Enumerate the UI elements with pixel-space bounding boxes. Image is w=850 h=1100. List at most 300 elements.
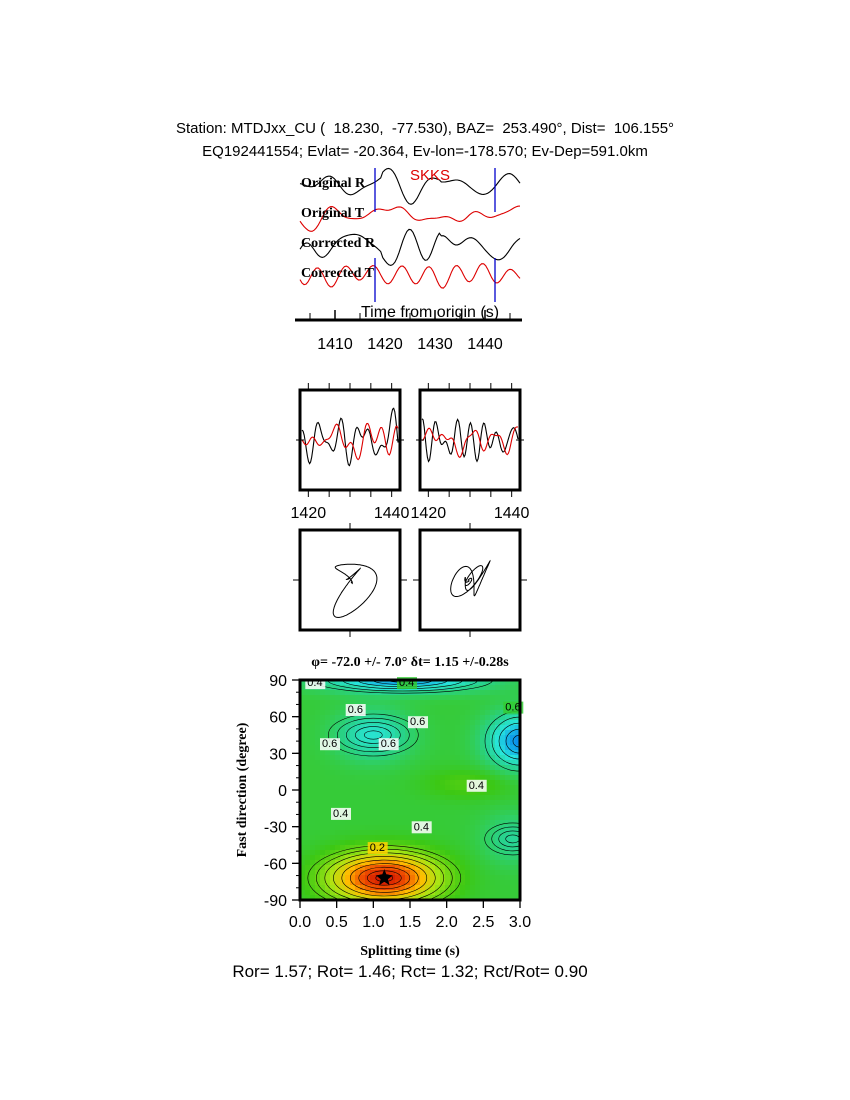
heatmap-cell	[460, 750, 465, 755]
heatmap-cell	[445, 870, 450, 875]
heatmap-cell	[405, 820, 410, 825]
heatmap-cell	[315, 865, 320, 870]
heatmap-cell	[425, 735, 430, 740]
heatmap-cell	[385, 695, 390, 700]
heatmap-cell	[350, 840, 355, 845]
heatmap-cell	[480, 890, 485, 895]
heatmap-cell	[420, 695, 425, 700]
heatmap-cell	[500, 835, 505, 840]
heatmap-cell	[410, 700, 415, 705]
heatmap-cell	[305, 695, 310, 700]
heatmap-cell	[365, 760, 370, 765]
heatmap-cell	[325, 705, 330, 710]
heatmap-cell	[380, 890, 385, 895]
heatmap-cell	[320, 880, 325, 885]
waveform-tick-label: 1420	[410, 505, 447, 522]
heatmap-cell	[495, 810, 500, 815]
heatmap-cell	[335, 765, 340, 770]
heatmap-cell	[335, 875, 340, 880]
heatmap-cell	[425, 880, 430, 885]
heatmap-cell	[335, 690, 340, 695]
heatmap-cell	[330, 865, 335, 870]
heatmap-cell	[325, 840, 330, 845]
heatmap-cell	[410, 745, 415, 750]
heatmap-cell	[475, 700, 480, 705]
heatmap-cell	[395, 695, 400, 700]
heatmap-cell	[490, 725, 495, 730]
heatmap-cell	[380, 795, 385, 800]
heatmap-cell	[385, 795, 390, 800]
heatmap-cell	[495, 705, 500, 710]
heatmap-cell	[355, 795, 360, 800]
heatmap-cell	[325, 810, 330, 815]
heatmap-cell	[460, 795, 465, 800]
heatmap-x-tick-label: 1.5	[398, 914, 422, 931]
heatmap-cell	[420, 840, 425, 845]
heatmap-cell	[305, 805, 310, 810]
heatmap-cell	[435, 730, 440, 735]
heatmap-cell	[345, 840, 350, 845]
heatmap-cell	[470, 730, 475, 735]
heatmap-cell	[450, 780, 455, 785]
heatmap-cell	[390, 700, 395, 705]
heatmap-cell	[405, 750, 410, 755]
heatmap-cell	[480, 825, 485, 830]
heatmap-cell	[420, 800, 425, 805]
heatmap-cell	[375, 855, 380, 860]
heatmap-cell	[410, 850, 415, 855]
heatmap-cell	[330, 715, 335, 720]
heatmap-cell	[340, 825, 345, 830]
heatmap-cell	[460, 850, 465, 855]
heatmap-cell	[470, 700, 475, 705]
heatmap-cell	[355, 760, 360, 765]
heatmap-cell	[430, 765, 435, 770]
heatmap-cell	[510, 775, 515, 780]
heatmap-cell	[490, 810, 495, 815]
heatmap-cell	[485, 870, 490, 875]
heatmap-cell	[435, 810, 440, 815]
heatmap-cell	[395, 770, 400, 775]
heatmap-cell	[390, 890, 395, 895]
heatmap-cell	[465, 715, 470, 720]
heatmap-cell	[360, 765, 365, 770]
heatmap-cell	[380, 835, 385, 840]
heatmap-cell	[320, 705, 325, 710]
heatmap-cell	[325, 770, 330, 775]
heatmap-cell	[465, 690, 470, 695]
heatmap-cell	[355, 780, 360, 785]
heatmap-cell	[480, 815, 485, 820]
heatmap-cell	[325, 800, 330, 805]
heatmap-cell	[360, 805, 365, 810]
heatmap-cell	[375, 860, 380, 865]
heatmap-cell	[465, 875, 470, 880]
heatmap-cell	[495, 875, 500, 880]
heatmap-cell	[405, 780, 410, 785]
heatmap-cell	[495, 710, 500, 715]
heatmap-cell	[495, 870, 500, 875]
heatmap-cell	[310, 705, 315, 710]
heatmap-cell	[390, 695, 395, 700]
heatmap-cell	[315, 725, 320, 730]
heatmap-cell	[315, 885, 320, 890]
heatmap-y-axis-label: Fast direction (degree)	[235, 722, 250, 858]
heatmap-cell	[360, 815, 365, 820]
heatmap-cell	[475, 825, 480, 830]
heatmap-cell	[330, 690, 335, 695]
heatmap-cell	[320, 805, 325, 810]
heatmap-cell	[345, 695, 350, 700]
heatmap-cell	[425, 840, 430, 845]
heatmap-cell	[435, 720, 440, 725]
heatmap-cell	[485, 760, 490, 765]
heatmap-cell	[440, 835, 445, 840]
heatmap-cell	[385, 790, 390, 795]
heatmap-cell	[370, 795, 375, 800]
heatmap-cell	[435, 830, 440, 835]
heatmap-cell	[395, 710, 400, 715]
heatmap-cell	[505, 790, 510, 795]
particle-motion-path	[451, 561, 490, 597]
heatmap-cell	[440, 750, 445, 755]
heatmap-cell	[500, 885, 505, 890]
heatmap-cell	[480, 885, 485, 890]
heatmap-y-tick-label: 0	[278, 783, 287, 800]
heatmap-cell	[490, 770, 495, 775]
heatmap-cell	[455, 875, 460, 880]
heatmap-cell	[470, 695, 475, 700]
heatmap-cell	[505, 855, 510, 860]
heatmap-cell	[335, 790, 340, 795]
heatmap-cell	[410, 875, 415, 880]
heatmap-cell	[505, 690, 510, 695]
heatmap-cell	[505, 880, 510, 885]
heatmap-cell	[475, 740, 480, 745]
contour-label: 0.2	[369, 842, 385, 855]
heatmap-cell	[355, 755, 360, 760]
heatmap-cell	[480, 805, 485, 810]
heatmap-cell	[370, 705, 375, 710]
heatmap-cell	[495, 790, 500, 795]
heatmap-cell	[420, 785, 425, 790]
heatmap-cell	[335, 820, 340, 825]
heatmap-cell	[305, 750, 310, 755]
heatmap-cell	[500, 810, 505, 815]
heatmap-cell	[395, 780, 400, 785]
heatmap-cell	[460, 780, 465, 785]
heatmap-cell	[420, 700, 425, 705]
heatmap-cell	[315, 765, 320, 770]
transverse-window-trace	[302, 424, 398, 460]
heatmap-cell	[395, 830, 400, 835]
heatmap-cell	[390, 685, 395, 690]
heatmap-cell	[435, 710, 440, 715]
heatmap-cell	[450, 840, 455, 845]
heatmap-cell	[325, 710, 330, 715]
heatmap-cell	[365, 700, 370, 705]
heatmap-y-tick-label: -90	[263, 893, 287, 910]
heatmap-cell	[485, 735, 490, 740]
heatmap-cell	[310, 775, 315, 780]
heatmap-cell	[405, 800, 410, 805]
heatmap-cell	[435, 790, 440, 795]
heatmap-cell	[405, 700, 410, 705]
heatmap-cell	[500, 685, 505, 690]
heatmap-cell	[305, 765, 310, 770]
heatmap-cell	[305, 690, 310, 695]
heatmap-cell	[350, 765, 355, 770]
heatmap-cell	[435, 705, 440, 710]
heatmap-cell	[355, 785, 360, 790]
heatmap-cell	[490, 740, 495, 745]
heatmap-cell	[490, 835, 495, 840]
heatmap-cell	[430, 865, 435, 870]
radial-window-trace	[302, 408, 398, 465]
heatmap-cell	[350, 845, 355, 850]
heatmap-cell	[380, 800, 385, 805]
heatmap-cell	[465, 890, 470, 895]
heatmap-cell	[465, 705, 470, 710]
heatmap-cell	[495, 855, 500, 860]
heatmap-cell	[380, 790, 385, 795]
heatmap-cell	[370, 805, 375, 810]
heatmap-cell	[345, 720, 350, 725]
heatmap-cell	[325, 835, 330, 840]
heatmap-cell	[445, 850, 450, 855]
heatmap-cell	[475, 850, 480, 855]
heatmap-cell	[350, 770, 355, 775]
heatmap-cell	[450, 855, 455, 860]
time-tick-label: 1430	[417, 336, 453, 353]
heatmap-cell	[330, 770, 335, 775]
heatmap-cell	[450, 850, 455, 855]
heatmap-cell	[365, 880, 370, 885]
heatmap-cell	[335, 800, 340, 805]
heatmap-cell	[440, 690, 445, 695]
heatmap-cell	[480, 795, 485, 800]
heatmap-cell	[440, 845, 445, 850]
heatmap-cell	[470, 845, 475, 850]
heatmap-cell	[505, 685, 510, 690]
heatmap-cell	[310, 735, 315, 740]
heatmap-cell	[495, 730, 500, 735]
heatmap-cell	[425, 775, 430, 780]
heatmap-cell	[375, 835, 380, 840]
heatmap-cell	[450, 885, 455, 890]
heatmap-cell	[395, 815, 400, 820]
heatmap-cell	[410, 770, 415, 775]
heatmap-cell	[470, 725, 475, 730]
heatmap-cell	[495, 865, 500, 870]
heatmap-cell	[355, 865, 360, 870]
heatmap-cell	[395, 705, 400, 710]
contour-label: 0.4	[333, 807, 349, 820]
heatmap-cell	[415, 795, 420, 800]
heatmap-cell	[490, 855, 495, 860]
heatmap-cell	[310, 835, 315, 840]
heatmap-cell	[465, 860, 470, 865]
heatmap-cell	[470, 735, 475, 740]
heatmap-cell	[385, 765, 390, 770]
heatmap-cell	[305, 770, 310, 775]
heatmap-cell	[315, 845, 320, 850]
heatmap-cell	[330, 700, 335, 705]
heatmap-cell	[390, 710, 395, 715]
heatmap-cell	[390, 825, 395, 830]
heatmap-cell	[375, 885, 380, 890]
heatmap-cell	[375, 775, 380, 780]
heatmap-cell	[460, 805, 465, 810]
heatmap-cell	[360, 820, 365, 825]
heatmap-cell	[510, 815, 515, 820]
heatmap-cell	[480, 710, 485, 715]
heatmap-cell	[440, 695, 445, 700]
heatmap-cell	[340, 760, 345, 765]
heatmap-cell	[425, 695, 430, 700]
heatmap-cell	[325, 855, 330, 860]
heatmap-cell	[450, 730, 455, 735]
heatmap-cell	[495, 690, 500, 695]
heatmap-cell	[455, 820, 460, 825]
heatmap-cell	[440, 740, 445, 745]
heatmap-cell	[350, 750, 355, 755]
heatmap-cell	[455, 815, 460, 820]
heatmap-cell	[510, 855, 515, 860]
heatmap-cell	[475, 875, 480, 880]
heatmap-cell	[320, 785, 325, 790]
heatmap-cell	[510, 890, 515, 895]
heatmap-cell	[370, 760, 375, 765]
heatmap-cell	[480, 865, 485, 870]
heatmap-cell	[405, 765, 410, 770]
heatmap-cell	[480, 800, 485, 805]
heatmap-cell	[415, 760, 420, 765]
heatmap-cell	[430, 730, 435, 735]
heatmap-cell	[440, 705, 445, 710]
heatmap-cell	[505, 805, 510, 810]
heatmap-cell	[360, 810, 365, 815]
heatmap-cell	[310, 765, 315, 770]
heatmap-cell	[445, 770, 450, 775]
heatmap-cell	[505, 770, 510, 775]
heatmap-cell	[420, 745, 425, 750]
heatmap-cell	[510, 880, 515, 885]
heatmap-cell	[350, 760, 355, 765]
heatmap-cell	[410, 710, 415, 715]
heatmap-title: φ= -72.0 +/- 7.0° δt= 1.15 +/-0.28s	[311, 655, 509, 670]
heatmap-cell	[470, 805, 475, 810]
heatmap-cell	[355, 765, 360, 770]
heatmap-cell	[315, 755, 320, 760]
heatmap-cell	[365, 715, 370, 720]
heatmap-cell	[500, 745, 505, 750]
heatmap-cell	[340, 765, 345, 770]
heatmap-cell	[305, 830, 310, 835]
heatmap-cell	[450, 810, 455, 815]
heatmap-cell	[445, 740, 450, 745]
heatmap-cell	[390, 870, 395, 875]
heatmap-cell	[470, 710, 475, 715]
heatmap-cell	[505, 870, 510, 875]
heatmap-cell	[400, 780, 405, 785]
heatmap-cell	[315, 730, 320, 735]
heatmap-cell	[315, 835, 320, 840]
heatmap-cell	[430, 790, 435, 795]
heatmap-cell	[440, 815, 445, 820]
heatmap-cell	[505, 695, 510, 700]
heatmap-cell	[455, 735, 460, 740]
heatmap-cell	[430, 795, 435, 800]
heatmap-cell	[310, 710, 315, 715]
heatmap-cell	[310, 725, 315, 730]
heatmap-cell	[305, 735, 310, 740]
heatmap-cell	[460, 700, 465, 705]
heatmap-cell	[310, 740, 315, 745]
heatmap-cell	[475, 795, 480, 800]
heatmap-cell	[460, 740, 465, 745]
heatmap-cell	[325, 700, 330, 705]
heatmap-cell	[500, 875, 505, 880]
heatmap-cell	[395, 810, 400, 815]
heatmap-cell	[310, 760, 315, 765]
heatmap-cell	[445, 820, 450, 825]
heatmap-cell	[370, 790, 375, 795]
heatmap-cell	[435, 750, 440, 755]
heatmap-cell	[410, 775, 415, 780]
heatmap-cell	[435, 690, 440, 695]
heatmap-cell	[470, 815, 475, 820]
heatmap-cell	[460, 715, 465, 720]
heatmap-cell	[480, 720, 485, 725]
heatmap-cell	[460, 790, 465, 795]
heatmap-cell	[415, 710, 420, 715]
heatmap-cell	[410, 705, 415, 710]
heatmap-cell	[400, 800, 405, 805]
heatmap-cell	[480, 700, 485, 705]
heatmap-cell	[390, 840, 395, 845]
heatmap-cell	[420, 810, 425, 815]
heatmap-cell	[405, 775, 410, 780]
heatmap-cell	[305, 710, 310, 715]
heatmap-cell	[335, 830, 340, 835]
heatmap-cell	[410, 750, 415, 755]
heatmap-cell	[425, 795, 430, 800]
heatmap-cell	[405, 710, 410, 715]
heatmap-cell	[395, 795, 400, 800]
heatmap-cell	[435, 775, 440, 780]
heatmap-cell	[385, 885, 390, 890]
heatmap-cell	[480, 820, 485, 825]
event-info-title: EQ192441554; Evlat= -20.364, Ev-lon=-178.570; Ev-Dep=591.0km	[202, 143, 648, 160]
heatmap-cell	[355, 775, 360, 780]
heatmap-cell	[310, 745, 315, 750]
heatmap-cell	[400, 725, 405, 730]
heatmap-cell	[445, 825, 450, 830]
heatmap-cell	[335, 750, 340, 755]
heatmap-cell	[460, 775, 465, 780]
heatmap-cell	[320, 780, 325, 785]
heatmap-cell	[325, 695, 330, 700]
heatmap-cell	[500, 695, 505, 700]
heatmap-cell	[340, 705, 345, 710]
heatmap-cell	[470, 865, 475, 870]
heatmap-y-tick-label: -60	[263, 856, 287, 874]
heatmap-cell	[505, 720, 510, 725]
heatmap-cell	[355, 870, 360, 875]
heatmap-cell	[345, 785, 350, 790]
heatmap-cell	[305, 715, 310, 720]
